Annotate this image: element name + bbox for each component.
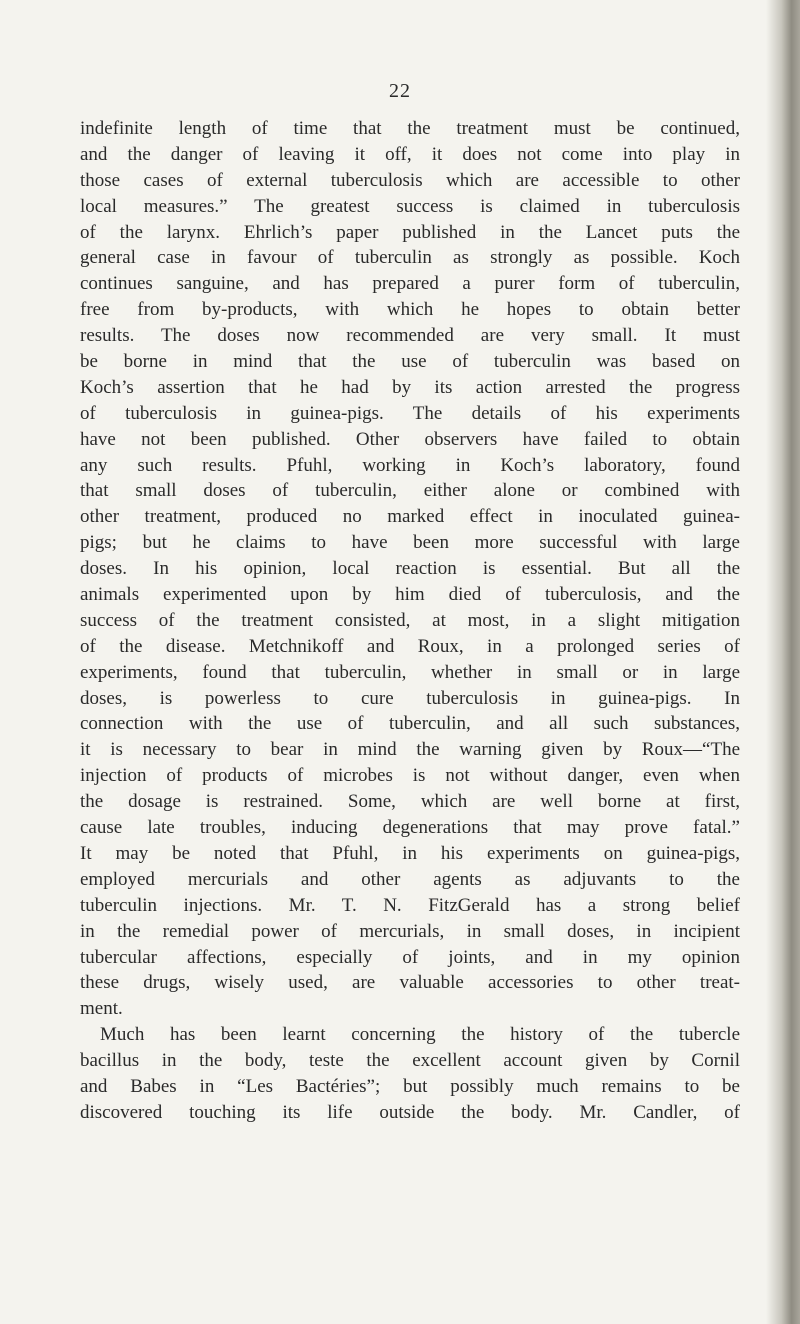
text-line: have not been published. Other observers have failed to obtain: [80, 428, 740, 450]
text-line: experiments, found that tuberculin, whether in small or in large: [80, 661, 740, 683]
text-line: and Babes in “Les Bactéries”; but possibly much remains to be: [80, 1075, 740, 1097]
text-line: and the danger of leaving it off, it does not come into play in: [80, 143, 740, 165]
text-line: Koch’s assertion that he had by its action arrested the progress: [80, 376, 740, 398]
text-line: doses. In his opinion, local reaction is essential. But all the: [80, 558, 740, 580]
page-edge-shadow: [766, 0, 800, 1324]
text-line: It may be noted that Pfuhl, in his experiments on guinea-pigs,: [80, 842, 740, 864]
text-line: in the remedial power of mercurials, in small doses, in incipient: [80, 920, 740, 942]
text-line: indefinite length of time that the treatment must be continued,: [80, 118, 740, 139]
text-line: ment.: [80, 998, 123, 1020]
text-line: bacillus in the body, teste the excellent account given by Cornil: [80, 1050, 740, 1072]
text-line: connection with the use of tuberculin, and all such substances,: [80, 713, 740, 735]
text-line: doses, is powerless to cure tuberculosis in guinea-pigs. In: [80, 687, 740, 709]
text-line: the dosage is restrained. Some, which are well borne at first,: [80, 791, 740, 813]
body-text: [80, 116, 740, 1126]
text-line: that small doses of tuberculin, either alone or combined with: [80, 480, 740, 502]
text-line: pigs; but he claims to have been more successful with large: [80, 532, 740, 554]
text-line: results. The doses now recommended are very small. It must: [80, 325, 740, 347]
text-line: employed mercurials and other agents as adjuvants to the: [80, 868, 740, 890]
text-line: Much has been learnt concerning the history of the tubercle: [100, 1024, 740, 1046]
text-line: tubercular affections, especially of joints, and in my opinion: [80, 946, 740, 968]
text-line: be borne in mind that the use of tuberculin was based on: [80, 351, 740, 373]
text-line: local measures.” The greatest success is claimed in tuberculosis: [80, 195, 740, 217]
text-line: of the larynx. Ehrlich’s paper published in the Lancet puts the: [80, 221, 740, 243]
paragraph-2: [80, 1022, 740, 1126]
text-line: animals experimented upon by him died of tuberculosis, and the: [80, 584, 740, 606]
text-line: general case in favour of tuberculin as strongly as possible. Koch: [80, 247, 740, 269]
text-line: continues sanguine, and has prepared a purer form of tuberculin,: [80, 273, 740, 295]
paragraph-1: [80, 116, 740, 1022]
text-line: of tuberculosis in guinea-pigs. The details of his experiments: [80, 402, 740, 424]
text-line: it is necessary to bear in mind the warning given by Roux—“The: [80, 739, 740, 761]
page-number: 22: [389, 80, 411, 102]
text-line: other treatment, produced no marked effect in inoculated guinea-: [80, 506, 740, 528]
text-line: injection of products of microbes is not without danger, even when: [80, 765, 740, 787]
text-line: those cases of external tuberculosis which are accessible to other: [80, 169, 740, 191]
text-line: of the disease. Metchnikoff and Roux, in a prolonged series of: [80, 635, 740, 657]
text-line: success of the treatment consisted, at most, in a slight mitigation: [80, 609, 740, 631]
text-line: these drugs, wisely used, are valuable accessories to other treat-: [80, 972, 740, 994]
text-line: discovered touching its life outside the body. Mr. Candler, of: [80, 1101, 740, 1123]
text-line: free from by-products, with which he hopes to obtain better: [80, 299, 740, 321]
text-line: cause late troubles, inducing degenerations that may prove fatal.”: [80, 817, 740, 839]
text-line: any such results. Pfuhl, working in Koch’s laboratory, found: [80, 454, 740, 476]
text-line: tuberculin injections. Mr. T. N. FitzGerald has a strong belief: [80, 894, 740, 916]
